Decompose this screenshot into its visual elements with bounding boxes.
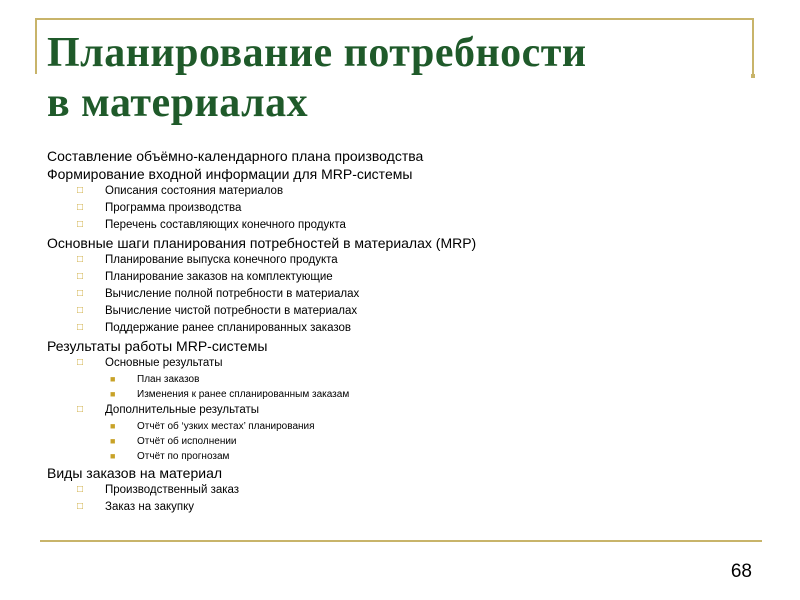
filled-square-bullet-icon: ■	[110, 451, 116, 461]
bullet-item-level-3	[47, 449, 767, 464]
bullet-text: Основные шаги планирования потребностей в материалах (MRP)	[47, 235, 477, 251]
bullet-text: Основные результаты	[105, 357, 223, 369]
frame-bottom-line	[40, 540, 762, 542]
hollow-square-bullet-icon: □	[77, 202, 84, 213]
bullet-text: Вычисление полной потребности в материалах	[105, 288, 360, 300]
hollow-square-bullet-icon: □	[77, 288, 84, 299]
bullet-item-level-2	[47, 200, 767, 217]
bullet-item-level-2	[47, 252, 767, 269]
filled-square-bullet-icon: ■	[110, 389, 116, 399]
hollow-square-bullet-icon: □	[77, 185, 84, 196]
hollow-square-bullet-icon: □	[77, 305, 84, 316]
bullet-item-level-2	[47, 269, 767, 286]
bullet-item-level-2	[47, 303, 767, 320]
bullet-item-level-3	[47, 434, 767, 449]
hollow-square-bullet-icon: □	[77, 271, 84, 282]
bullet-text: Заказ на закупку	[105, 501, 195, 513]
slide-title-line-2: в материалах	[47, 80, 309, 126]
bullet-item-level-2	[47, 286, 767, 303]
bullet-text: Планирование заказов на комплектующие	[105, 271, 333, 283]
hollow-square-bullet-icon: □	[77, 254, 84, 265]
bullet-text: Описания состояния материалов	[105, 185, 284, 197]
hollow-square-bullet-icon: □	[77, 484, 84, 495]
bullet-item-level-2	[47, 355, 767, 372]
bullet-text: Перечень составляющих конечного продукта	[105, 219, 346, 231]
bullet-item-level-1	[47, 147, 767, 165]
frame-top-line	[36, 18, 754, 20]
bullet-item-level-2	[47, 183, 767, 200]
bullet-text: План заказов	[137, 374, 200, 385]
hollow-square-bullet-icon: □	[77, 501, 84, 512]
bullet-text: Производственный заказ	[105, 484, 240, 496]
bullet-item-level-1	[47, 165, 767, 183]
filled-square-bullet-icon: ■	[110, 436, 116, 446]
bullet-text: Дополнительные результаты	[105, 404, 260, 416]
slide-title-line-1: Планирование потребности	[47, 30, 587, 76]
bullet-item-level-2	[47, 217, 767, 234]
hollow-square-bullet-icon: □	[77, 322, 84, 333]
frame-left-line	[35, 18, 37, 74]
bullet-text: Отчёт по прогнозам	[137, 451, 230, 462]
hollow-square-bullet-icon: □	[77, 357, 84, 368]
slide-title	[47, 28, 757, 128]
filled-square-bullet-icon: ■	[110, 374, 116, 384]
filled-square-bullet-icon: ■	[110, 421, 116, 431]
page-number: 68	[730, 561, 752, 582]
bullet-text: Составление объёмно-календарного плана производства	[47, 148, 424, 164]
bullet-text: Планирование выпуска конечного продукта	[105, 254, 338, 266]
bullet-text: Виды заказов на материал	[47, 465, 223, 481]
bullet-item-level-3	[47, 372, 767, 387]
bullet-item-level-2	[47, 482, 767, 499]
bullet-text: Программа производства	[105, 202, 242, 214]
bullet-text: Изменения к ранее спланированным заказам	[137, 389, 350, 400]
bullet-item-level-1	[47, 464, 767, 482]
hollow-square-bullet-icon: □	[77, 404, 84, 415]
bullet-text: Формирование входной информации для MRP-системы	[47, 166, 413, 182]
hollow-square-bullet-icon: □	[77, 219, 84, 230]
bullet-item-level-1	[47, 337, 767, 355]
bullet-text: Отчёт об исполнении	[137, 436, 237, 447]
slide-bullet-list	[47, 147, 767, 516]
bullet-text: Поддержание ранее спланированных заказов	[105, 322, 352, 334]
bullet-item-level-3	[47, 419, 767, 434]
bullet-item-level-1	[47, 234, 767, 252]
bullet-item-level-2	[47, 320, 767, 337]
bullet-text: Результаты работы MRP-системы	[47, 338, 268, 354]
bullet-item-level-3	[47, 387, 767, 402]
bullet-item-level-2	[47, 499, 767, 516]
bullet-text: Отчёт об ‘узких местах’ планирования	[137, 421, 315, 432]
bullet-text: Вычисление чистой потребности в материалах	[105, 305, 358, 317]
bullet-item-level-2	[47, 402, 767, 419]
